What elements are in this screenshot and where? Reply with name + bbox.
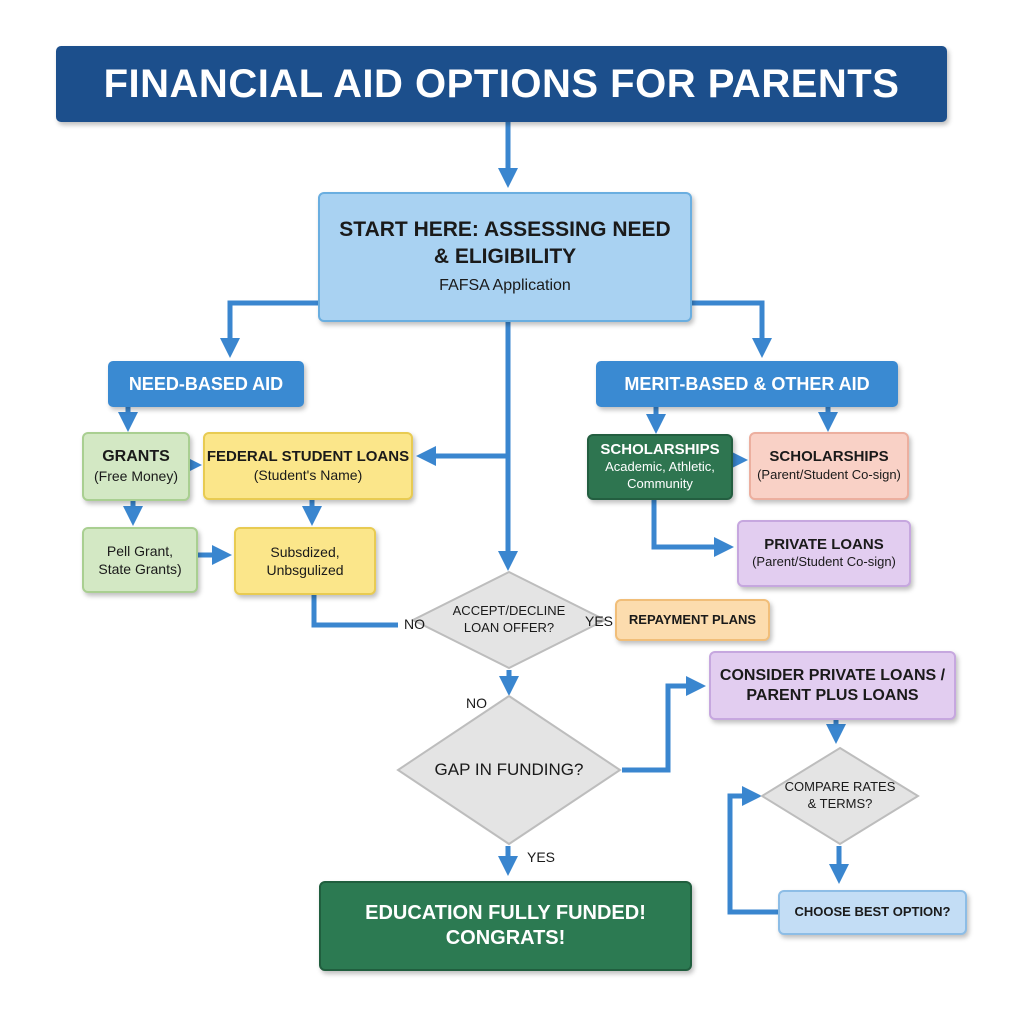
scholarships-academic-line2: Community — [627, 476, 693, 492]
scholarships-academic-title: SCHOLARSHIPS — [600, 440, 720, 458]
compare-rates-decision — [760, 746, 920, 846]
private-loans-title: PRIVATE LOANS — [764, 535, 884, 553]
grants-subtitle: (Free Money) — [93, 468, 179, 485]
grants-title: GRANTS — [102, 448, 170, 466]
arrow-start-to-need — [230, 303, 318, 350]
choose-label: CHOOSE BEST OPTION? — [794, 904, 951, 920]
repayment-plans-node — [615, 599, 770, 641]
pell-line2: State Grants) — [98, 561, 182, 577]
choose-best-option-node — [778, 890, 967, 935]
compare-line2: & TERMS? — [807, 796, 873, 811]
merit-based-aid-label: MERIT-BASED & OTHER AID — [624, 373, 870, 394]
scholarships-cosign-node — [749, 432, 909, 500]
gap-label: GAP IN FUNDING? — [434, 759, 584, 779]
merit-based-aid-header — [596, 361, 898, 407]
arrow-scholarships-a-to-private — [654, 500, 726, 547]
private-loans-subtitle: (Parent/Student Co-sign) — [752, 554, 896, 570]
consider-private-parent-plus-node — [709, 651, 956, 720]
federal-loans-subtitle: (Student's Name) — [253, 467, 363, 484]
page-title-text: FINANCIAL AID OPTIONS FOR PARENTS — [103, 61, 900, 106]
education-fully-funded-node — [319, 881, 692, 971]
subsidized-loans-node — [234, 527, 376, 595]
scholarships-academic-node — [587, 434, 733, 500]
accept-decline-line2: LOAN OFFER? — [463, 620, 555, 635]
start-title-line1: START HERE: ASSESSING NEED — [339, 218, 671, 242]
scholarships-cosign-title: SCHOLARSHIPS — [769, 448, 889, 466]
compare-line1: COMPARE RATES — [784, 779, 896, 795]
gap-in-funding-decision — [396, 694, 622, 846]
final-line1: EDUCATION FULLY FUNDED! — [365, 902, 646, 924]
start-assessing-need-node — [318, 192, 692, 322]
pell-line1: Pell Grant, — [106, 542, 174, 559]
page-title — [56, 46, 947, 122]
accept-decline-line1: ACCEPT/DECLINE — [452, 603, 566, 619]
grants-node — [82, 432, 190, 501]
consider-line1: CONSIDER PRIVATE LOANS / — [719, 666, 946, 684]
accept-decline-decision — [411, 570, 607, 670]
final-line2: CONGRATS! — [445, 927, 566, 949]
arrow-subsidized-to-accept — [314, 595, 398, 625]
start-subtitle: FAFSA Application — [439, 276, 571, 294]
consider-line2: PARENT PLUS LOANS — [746, 686, 919, 704]
repayment-plans-label: REPAYMENT PLANS — [628, 611, 757, 627]
federal-student-loans-node — [203, 432, 413, 500]
federal-loans-title: FEDERAL STUDENT LOANS — [206, 447, 410, 465]
pell-grant-node — [82, 527, 198, 593]
arrow-gap-to-consider — [622, 686, 698, 770]
private-loans-node — [737, 520, 911, 587]
arrow-start-to-merit — [692, 303, 762, 350]
yes-label-accept: YES — [585, 613, 614, 629]
subsidized-line2: Unbsgulized — [266, 562, 344, 578]
need-based-aid-label: NEED-BASED AID — [128, 373, 284, 394]
yes-label-gap: YES — [527, 849, 556, 865]
no-label-gap: NO — [466, 695, 487, 711]
scholarships-cosign-subtitle: (Parent/Student Co-sign) — [757, 466, 901, 482]
subsidized-line1: Subsdized, — [270, 543, 340, 560]
start-title-line2: & ELIGIBILITY — [433, 244, 577, 268]
no-label-accept: NO — [404, 616, 425, 632]
scholarships-academic-line1: Academic, Athletic, — [605, 459, 715, 475]
need-based-aid-header — [108, 361, 304, 407]
